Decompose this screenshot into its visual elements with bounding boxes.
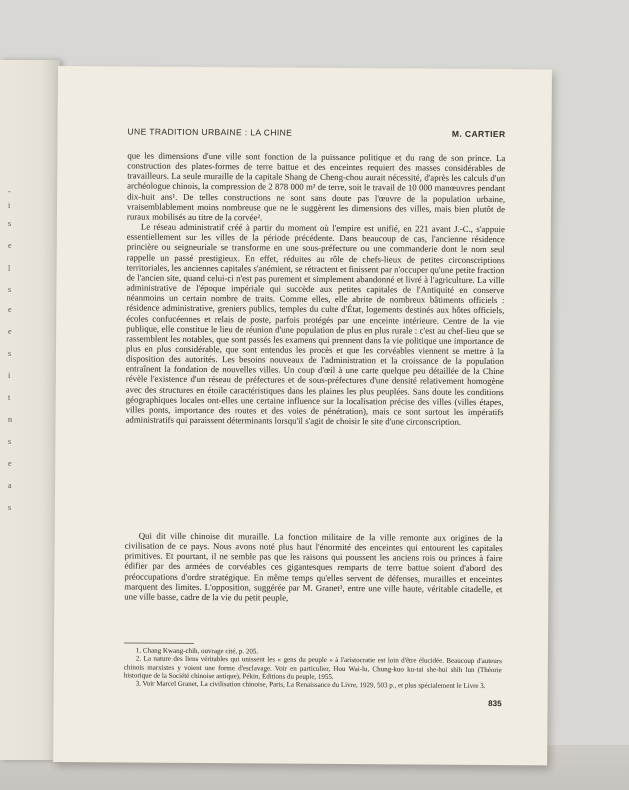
- footnote: 2. La nature des liens véritables qui unissent les « gens du peuple » à l'aristocratie est loin d'être élucidée. Beaucoup d'auteurs chinois marxistes y voient une forme d'esclavage. Voir en particulier, Hou Wai-lu, Chung-kuo ku-tai she-hui shih lun (Théorie historique de la Société chinoise antique), Pékin, Éditions du peuple, 1955.: [123, 654, 502, 681]
- page-number: 835: [488, 699, 502, 709]
- left-page-mark: t: [8, 393, 11, 402]
- left-page-mark: i: [8, 201, 11, 210]
- left-page-mark: s: [8, 349, 12, 358]
- left-page-mark: s: [8, 503, 12, 512]
- footnote-divider: [124, 642, 194, 643]
- book-page: [53, 66, 552, 765]
- left-page-mark: e: [8, 241, 12, 250]
- left-page-mark: i: [8, 371, 11, 380]
- paragraph: Qui dit ville chinoise dit muraille. La fonction militaire de la ville remonte aux origines de la civilisation de ce pays. Nous avons noté plus haut l'énormité des enceintes qui entourent les capitales primitives. Et pourtant, il ne semble pas que les raisons qui poussent les anciens rois ou princes à faire édifier par des armées de corvéables ces gigantesques remparts de terre battue soient d'abord des préoccupations d'ordre stratégique. En même temps qu'elles servent de défenses, murailles et enceintes marquent des limites. L'opposition, suggérée par M. Granet³, entre une ville haute, véritable citadelle, et une ville basse, cadre de la vie du petit peuple,: [124, 530, 503, 603]
- author-name: M. CARTIER: [451, 128, 506, 140]
- body-text-section: [124, 530, 502, 604]
- left-page-mark: s: [8, 437, 12, 446]
- running-header: [127, 126, 505, 143]
- left-page-mark: l: [8, 264, 11, 273]
- paragraph: que les dimensions d'une ville sont fonction de la puissance politique et du rang de son prince. La construction des plates-formes de terre battue et des enceintes requiert des masses considérables de travailleurs. La seule muraille de la capitale Shang de Cheng-chou aurait nécessité, d'après les calculs d'un archéologue chinois, la compression de 2 878 000 m³ de terre, soit le travail de 10 000 manœuvres pendant dix-huit ans¹. De telles constructions ne sont sans doute pas l'œuvre de la population urbaine, vraisemblablement moins nombreuse que ne le suggèrent les dimensions des villes, mais bien plutôt de ruraux mobilisés au titre de la corvée².: [126, 150, 506, 223]
- running-title: UNE TRADITION URBAINE : LA CHINE: [127, 126, 293, 138]
- facing-page-edge: [0, 60, 60, 760]
- paragraph: Le réseau administratif créé à partir du moment où l'empire est unifié, en 221 avant J.-C., s'appuie essentiellement sur les villes de la période précédente. Dans beaucoup de cas, l'ancienne résidence princière ou seigneuriale se transforme en une sous-préfecture ou une commanderie dont le nom seul rappelle un passé prestigieux. En effet, réduites au rôle de chefs-lieux de petites circonscriptions territoriales, les anciennes capitales s'anémient, se rétractent et finissent par n'occuper qu'une petite fraction de l'ancien site, quand celui-ci n'est pas purement et simplement abandonné et livré à l'agriculture. La ville administrative de l'époque impériale qui succède aux petites capitales de l'Antiquité en conserve néanmoins un certain nombre de traits. Comme elles, elle abrite de nombreux bâtiments officiels : résidence administrative, greniers publics, temples du culte d'État, logements destinés aux hôtes officiels, écoles confucéennes et relais de poste, parfois protégés par une enceinte intérieure. Centre de la vie publique, elle constitue le lieu de réunion d'une population de plus en plus rurale : c'est au chef-lieu que se rassemblent les notables, que sont passés les examens qui prennent dans la vie politique une importance de plus en plus considérable, que sont entendus les procès et que les corvéables viennent se mettre à la disposition des autorités. Les besoins nouveaux de l'administration et la croissance de la population entraînent la fondation de nouvelles villes. Un coup d'œil à une carte quelque peu détaillée de la Chine révèle l'existence d'un réseau de préfectures et de sous-préfectures d'une densité relativement homogène avec des structures en étoile caractéristiques dans les plaines les plus peuplées. Sans doute les conditions géographiques locales ont-elles une certaine influence sur la localisation précise des villes (villes étapes, villes ponts, importance des routes et des voies de pénétration), mais ce sont surtout les impératifs administratifs qui paraissent déterminants lorsqu'il s'agit de choisir le site d'une circonscription.: [125, 221, 505, 427]
- left-page-mark: a: [8, 481, 12, 490]
- left-page-mark: e: [8, 305, 12, 314]
- left-page-mark: e: [8, 327, 12, 336]
- left-page-mark: e: [8, 459, 12, 468]
- left-page-mark: n: [8, 415, 12, 424]
- left-page-mark: s: [8, 285, 12, 294]
- footnotes: [124, 646, 502, 690]
- body-text: [125, 150, 505, 427]
- left-page-mark: s: [8, 219, 12, 228]
- left-page-mark: -: [8, 187, 11, 196]
- footnote: 1. Chang Kwang-chih, ouvrage cité, p. 205.: [135, 646, 259, 656]
- footnote: 3. Voir Marcel Granet, La civilisation chinoise, Paris, La Renaissance du Livre, 1929, 503 p., et plus spécialement le Livre 3.: [135, 679, 486, 691]
